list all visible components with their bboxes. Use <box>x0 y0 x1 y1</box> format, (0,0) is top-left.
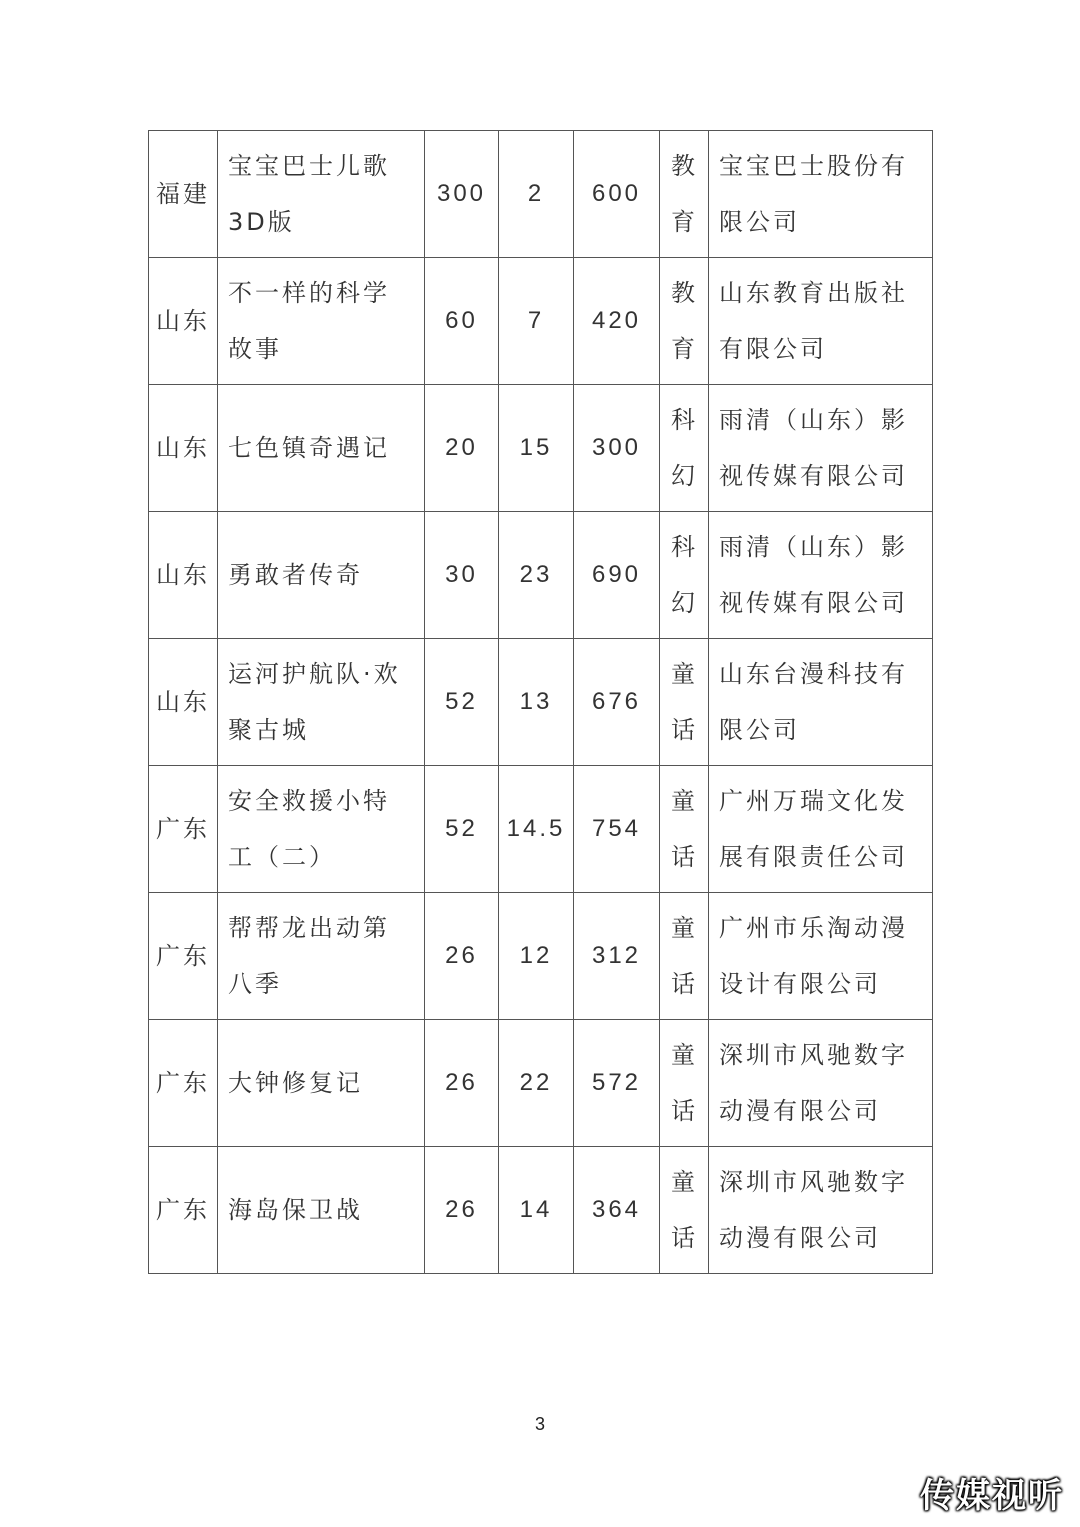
genre-text: 科幻 <box>671 533 698 617</box>
genre-cell <box>660 1020 709 1147</box>
title-cell: 宝宝巴士儿歌3D版 <box>218 131 425 258</box>
genre-cell <box>660 766 709 893</box>
minutes-per-episode-cell: 22 <box>499 1020 574 1147</box>
province-cell: 山东 <box>149 258 218 385</box>
company-cell: 广州市乐淘动漫设计有限公司 <box>709 893 933 1020</box>
title-cell: 大钟修复记 <box>218 1020 425 1147</box>
company-cell: 深圳市风驰数字动漫有限公司 <box>709 1147 933 1274</box>
minutes-per-episode-cell: 13 <box>499 639 574 766</box>
total-minutes-cell: 600 <box>574 131 660 258</box>
episodes-cell: 26 <box>425 893 499 1020</box>
table-row <box>149 639 933 766</box>
province-cell: 广东 <box>149 893 218 1020</box>
company-cell: 雨清（山东）影视传媒有限公司 <box>709 385 933 512</box>
company-cell: 深圳市风驰数字动漫有限公司 <box>709 1020 933 1147</box>
minutes-per-episode-cell: 14.5 <box>499 766 574 893</box>
table-row <box>149 258 933 385</box>
title-cell: 运河护航队·欢聚古城 <box>218 639 425 766</box>
genre-cell <box>660 131 709 258</box>
company-cell: 宝宝巴士股份有限公司 <box>709 131 933 258</box>
episodes-cell: 60 <box>425 258 499 385</box>
page-number: 3 <box>534 1414 545 1434</box>
total-minutes-cell: 420 <box>574 258 660 385</box>
total-minutes-cell: 754 <box>574 766 660 893</box>
genre-cell <box>660 385 709 512</box>
minutes-per-episode-cell: 12 <box>499 893 574 1020</box>
minutes-per-episode-cell: 14 <box>499 1147 574 1274</box>
minutes-per-episode-cell: 15 <box>499 385 574 512</box>
genre-cell <box>660 258 709 385</box>
total-minutes-cell: 690 <box>574 512 660 639</box>
table-row <box>149 893 933 1020</box>
province-cell: 广东 <box>149 766 218 893</box>
title-cell: 七色镇奇遇记 <box>218 385 425 512</box>
episodes-cell: 30 <box>425 512 499 639</box>
company-cell: 山东台漫科技有限公司 <box>709 639 933 766</box>
total-minutes-cell: 676 <box>574 639 660 766</box>
title-cell: 帮帮龙出动第八季 <box>218 893 425 1020</box>
province-cell: 山东 <box>149 385 218 512</box>
genre-cell <box>660 893 709 1020</box>
genre-text: 童话 <box>671 1168 698 1252</box>
genre-text: 教育 <box>671 279 698 363</box>
total-minutes-cell: 364 <box>574 1147 660 1274</box>
episodes-cell: 20 <box>425 385 499 512</box>
genre-text: 童话 <box>671 1041 698 1125</box>
genre-text: 教育 <box>671 152 698 236</box>
table-row <box>149 1020 933 1147</box>
genre-cell <box>660 512 709 639</box>
title-cell: 安全救援小特工（二） <box>218 766 425 893</box>
company-cell: 山东教育出版社有限公司 <box>709 258 933 385</box>
total-minutes-cell: 572 <box>574 1020 660 1147</box>
province-cell: 福建 <box>149 131 218 258</box>
episodes-cell: 26 <box>425 1147 499 1274</box>
table-row <box>149 385 933 512</box>
minutes-per-episode-cell: 2 <box>499 131 574 258</box>
minutes-per-episode-cell: 23 <box>499 512 574 639</box>
minutes-per-episode-cell: 7 <box>499 258 574 385</box>
title-cell: 海岛保卫战 <box>218 1147 425 1274</box>
genre-text: 童话 <box>671 914 698 998</box>
table-body <box>149 131 933 1274</box>
genre-cell <box>660 639 709 766</box>
total-minutes-cell: 300 <box>574 385 660 512</box>
genre-text: 童话 <box>671 787 698 871</box>
episodes-cell: 300 <box>425 131 499 258</box>
genre-text: 科幻 <box>671 406 698 490</box>
table-row <box>149 1147 933 1274</box>
province-cell: 广东 <box>149 1020 218 1147</box>
genre-text: 童话 <box>671 660 698 744</box>
company-cell: 广州万瑞文化发展有限责任公司 <box>709 766 933 893</box>
total-minutes-cell: 312 <box>574 893 660 1020</box>
table-row <box>149 512 933 639</box>
province-cell: 山东 <box>149 512 218 639</box>
province-cell: 广东 <box>149 1147 218 1274</box>
company-cell: 雨清（山东）影视传媒有限公司 <box>709 512 933 639</box>
title-cell: 不一样的科学故事 <box>218 258 425 385</box>
table-row <box>149 131 933 258</box>
episodes-cell: 52 <box>425 766 499 893</box>
episodes-cell: 52 <box>425 639 499 766</box>
province-cell: 山东 <box>149 639 218 766</box>
genre-cell <box>660 1147 709 1274</box>
table-row <box>149 766 933 893</box>
episodes-cell: 26 <box>425 1020 499 1147</box>
watermark: 传媒视听 <box>920 1476 1064 1516</box>
title-cell: 勇敢者传奇 <box>218 512 425 639</box>
animation-table <box>148 130 933 1274</box>
